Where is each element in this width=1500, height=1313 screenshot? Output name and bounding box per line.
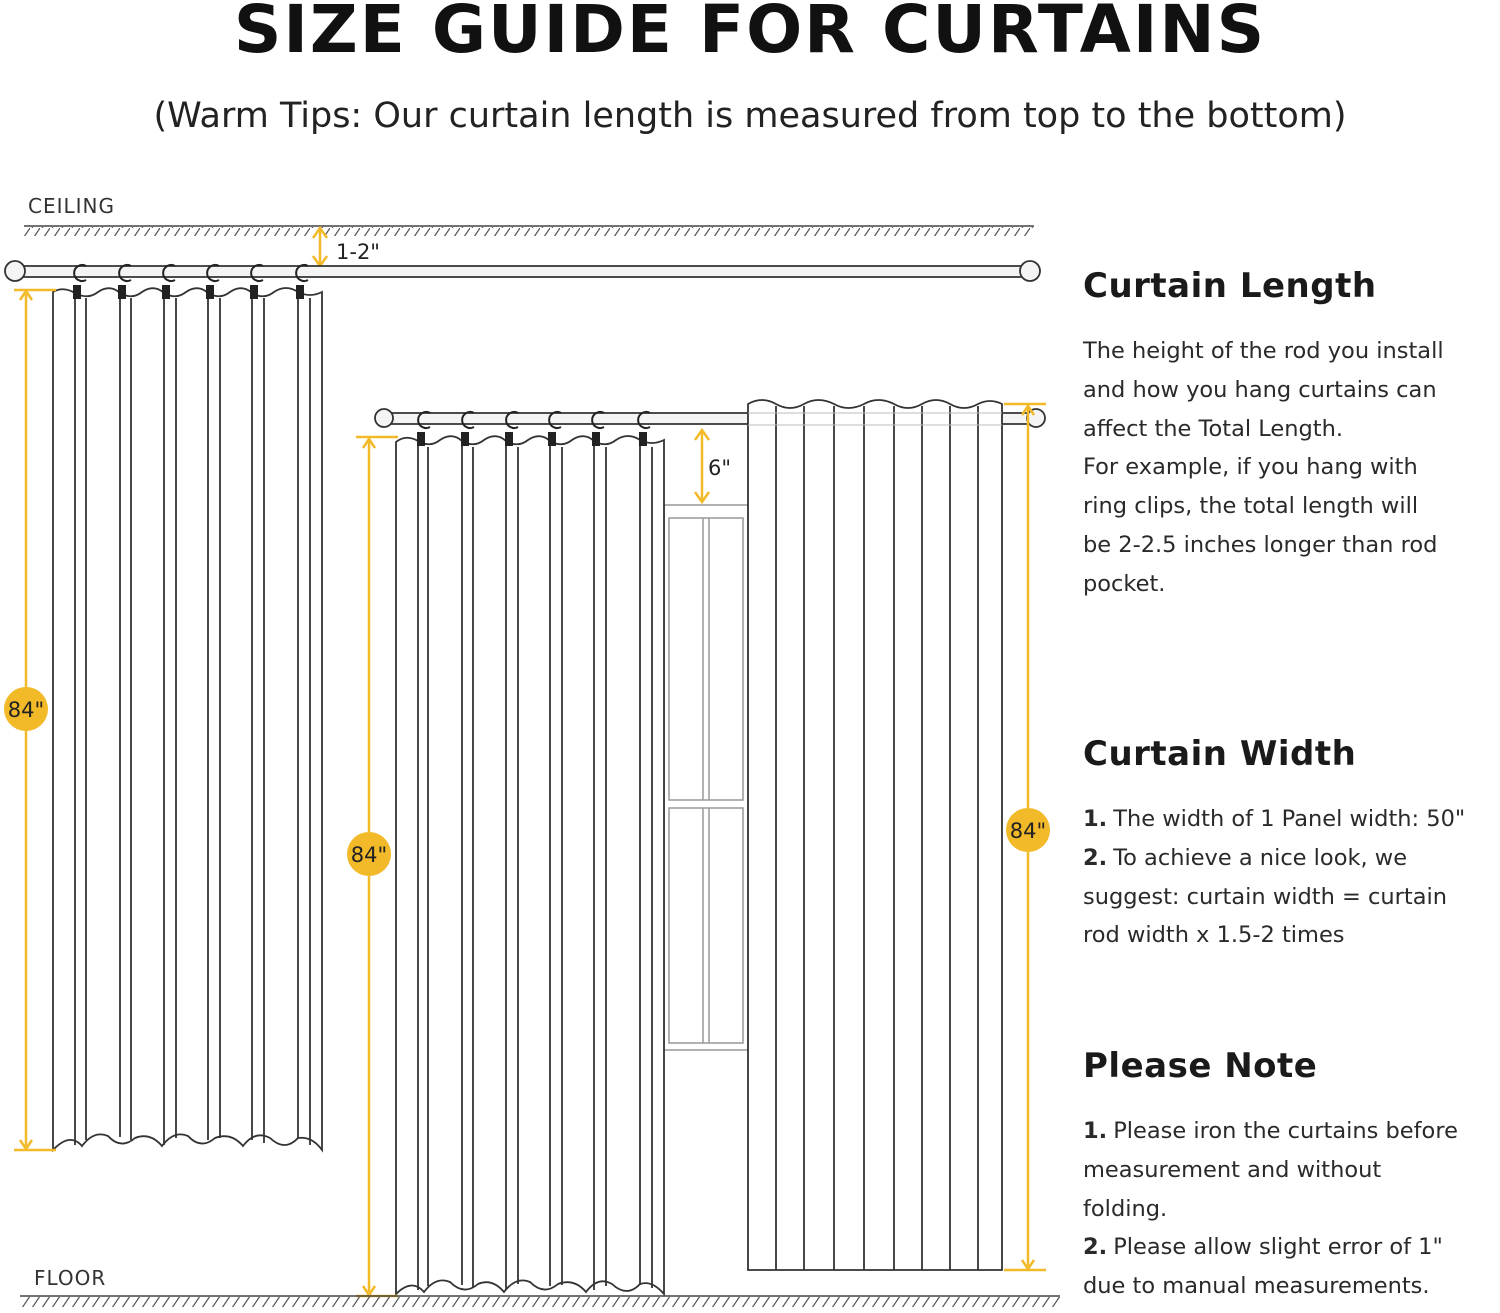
list-item [1083,839,1500,878]
curtain-length-line: and how you hang curtains can [1083,376,1437,403]
item-line: Please iron the curtains before [1113,1118,1458,1144]
item-number: 1. [1083,806,1108,832]
floor-line [20,1296,1060,1307]
curtain-length-heading: Curtain Length [1083,266,1377,306]
please-note-heading: Please Note [1083,1046,1318,1086]
curtain-width-list [1083,800,1500,955]
list-item-continued: due to manual measurements. [1083,1273,1430,1300]
right-length-label: 84" [1009,819,1047,843]
left-curtain [53,288,322,1150]
item-line: Please allow slight error of 1" [1113,1234,1443,1261]
page-subtitle: (Warm Tips: Our curtain length is measured from top to the bottom) [153,96,1347,136]
ceiling-line [24,226,1034,236]
rod-gap-label: 6" [708,456,732,480]
curtain-length-line: pocket. [1083,570,1166,597]
item-line: The width of 1 Panel width: 50" [1113,806,1466,832]
list-item-continued: suggest: curtain width = curtain [1083,883,1447,910]
curtain-length-section [1083,266,1500,604]
curtain-width-section [1083,734,1500,955]
item-number: 1. [1083,1118,1108,1144]
please-note-list [1083,1112,1500,1306]
list-item [1083,1112,1500,1151]
list-item-continued: measurement and without [1083,1156,1382,1183]
left-length-label: 84" [7,698,45,722]
curtain-length-line: ring clips, the total length will [1083,493,1419,520]
please-note-section [1083,1046,1500,1306]
rod-gap-indicator [695,430,709,502]
right-curtain [748,400,1002,1270]
ceiling-label: CEILING [28,194,115,218]
page-title: SIZE GUIDE FOR CURTAINS [233,0,1267,68]
item-number: 2. [1083,844,1108,871]
window [664,505,748,1050]
list-item [1083,800,1500,839]
item-number: 2. [1083,1234,1108,1261]
curtain-width-heading: Curtain Width [1083,734,1357,774]
top-rod [5,261,1040,281]
curtain-length-line: be 2-2.5 inches longer than rod [1083,531,1438,558]
item-line: To achieve a nice look, we [1113,844,1408,871]
middle-length-label: 84" [350,843,388,867]
list-item-continued: rod width x 1.5-2 times [1083,922,1345,949]
floor-label: FLOOR [34,1266,107,1290]
curtain-length-line: The height of the rod you install [1083,338,1444,364]
curtain-length-text [1083,332,1500,604]
ceiling-gap-label: 1-2" [336,240,380,264]
ceiling-gap-indicator [313,228,327,266]
list-item-continued: folding. [1083,1195,1168,1222]
middle-curtain [396,436,664,1294]
curtain-length-line: For example, if you hang with [1083,454,1418,481]
curtain-length-line: affect the Total Length. [1083,415,1344,442]
list-item [1083,1228,1500,1267]
